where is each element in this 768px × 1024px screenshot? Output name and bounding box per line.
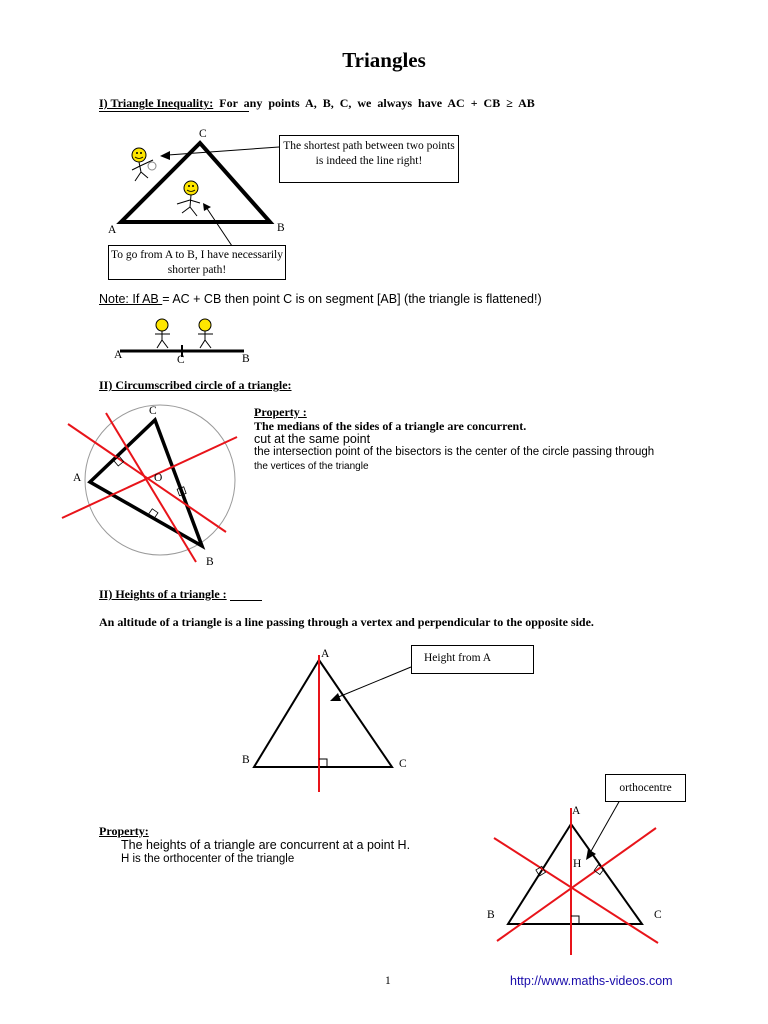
property-line-3: the vertices of the triangle — [254, 461, 369, 472]
flat-label-b: B — [242, 353, 250, 365]
circumcircle-figure — [62, 405, 237, 562]
orthocentre-figure — [494, 800, 658, 955]
flat-label-a: A — [114, 349, 123, 361]
section-2-heading: II) Circumscribed circle of a triangle: — [99, 378, 292, 392]
circ-label-b: B — [206, 556, 214, 568]
footer-link[interactable]: http://www.maths-videos.com — [510, 974, 673, 988]
property-2-line-1: The heights of a triangle are concurrent at a point H. — [121, 838, 411, 852]
vertex-label-a: A — [108, 224, 117, 236]
circ-label-c: C — [149, 405, 157, 417]
heading-underline — [99, 111, 249, 112]
note-label: Note: If AB — [99, 292, 163, 306]
triangle-abc — [90, 420, 202, 546]
circ-label-a: A — [73, 472, 82, 484]
callout-longer-path: To go from A to B, I have necessarily shorter path! — [108, 245, 286, 280]
note-text — [99, 292, 542, 306]
property-2-line-2: H is the orthocenter of the triangle — [121, 853, 295, 865]
note-body: = AC + CB then point C is on segment [AB] (the triangle is flattened!) — [162, 292, 542, 306]
callout-orthocentre: orthocentre — [605, 774, 686, 802]
section-1-heading — [99, 96, 579, 111]
page-number: 1 — [385, 975, 391, 987]
ortho-label-c: C — [654, 909, 662, 921]
ortho-label-h: H — [573, 858, 582, 870]
section-3-heading: II) Heights of a triangle : — [99, 587, 227, 601]
flat-label-c: C — [177, 354, 185, 366]
height-label-c: C — [399, 758, 407, 770]
triangle-abc — [254, 660, 392, 767]
property-line-2: the intersection point of the bisectors is the center of the circle passing through — [254, 446, 655, 458]
heading-underline — [230, 600, 262, 601]
altitude-line — [494, 838, 658, 943]
property-2-label: Property: — [99, 824, 149, 838]
callout-shortest-path: The shortest path between two points is indeed the line right! — [279, 135, 459, 183]
callout-height-from-a: Height from A — [411, 645, 534, 674]
vertex-label-b: B — [277, 222, 285, 234]
stick-figure-climbing — [132, 148, 156, 181]
property-line-1: cut at the same point — [254, 432, 371, 446]
vertex-label-c: C — [199, 128, 207, 140]
property-statement: The medians of the sides of a triangle are concurrent. — [254, 419, 527, 433]
ortho-label-b: B — [487, 909, 495, 921]
height-figure — [254, 655, 411, 792]
circ-label-o: O — [154, 472, 163, 484]
section-1-heading-text: For any points A, B, C, we always have AC + CB ≥ AB — [213, 96, 535, 110]
page-title: Triangles — [342, 48, 426, 72]
stick-figure-walking — [177, 181, 200, 216]
inequality-figure — [121, 143, 279, 246]
height-label-b: B — [242, 754, 250, 766]
property-label: Property : — [254, 405, 307, 419]
flat-triangle-figure — [120, 319, 244, 357]
section-1-heading-label: I) Triangle Inequality: — [99, 96, 214, 110]
bisector-line — [62, 437, 237, 518]
height-label-a: A — [321, 648, 330, 660]
triangle-abc — [508, 824, 642, 924]
ortho-label-a: A — [572, 805, 581, 817]
altitude-definition: An altitude of a triangle is a line passing through a vertex and perpendicular to the opposite side. — [99, 615, 594, 629]
